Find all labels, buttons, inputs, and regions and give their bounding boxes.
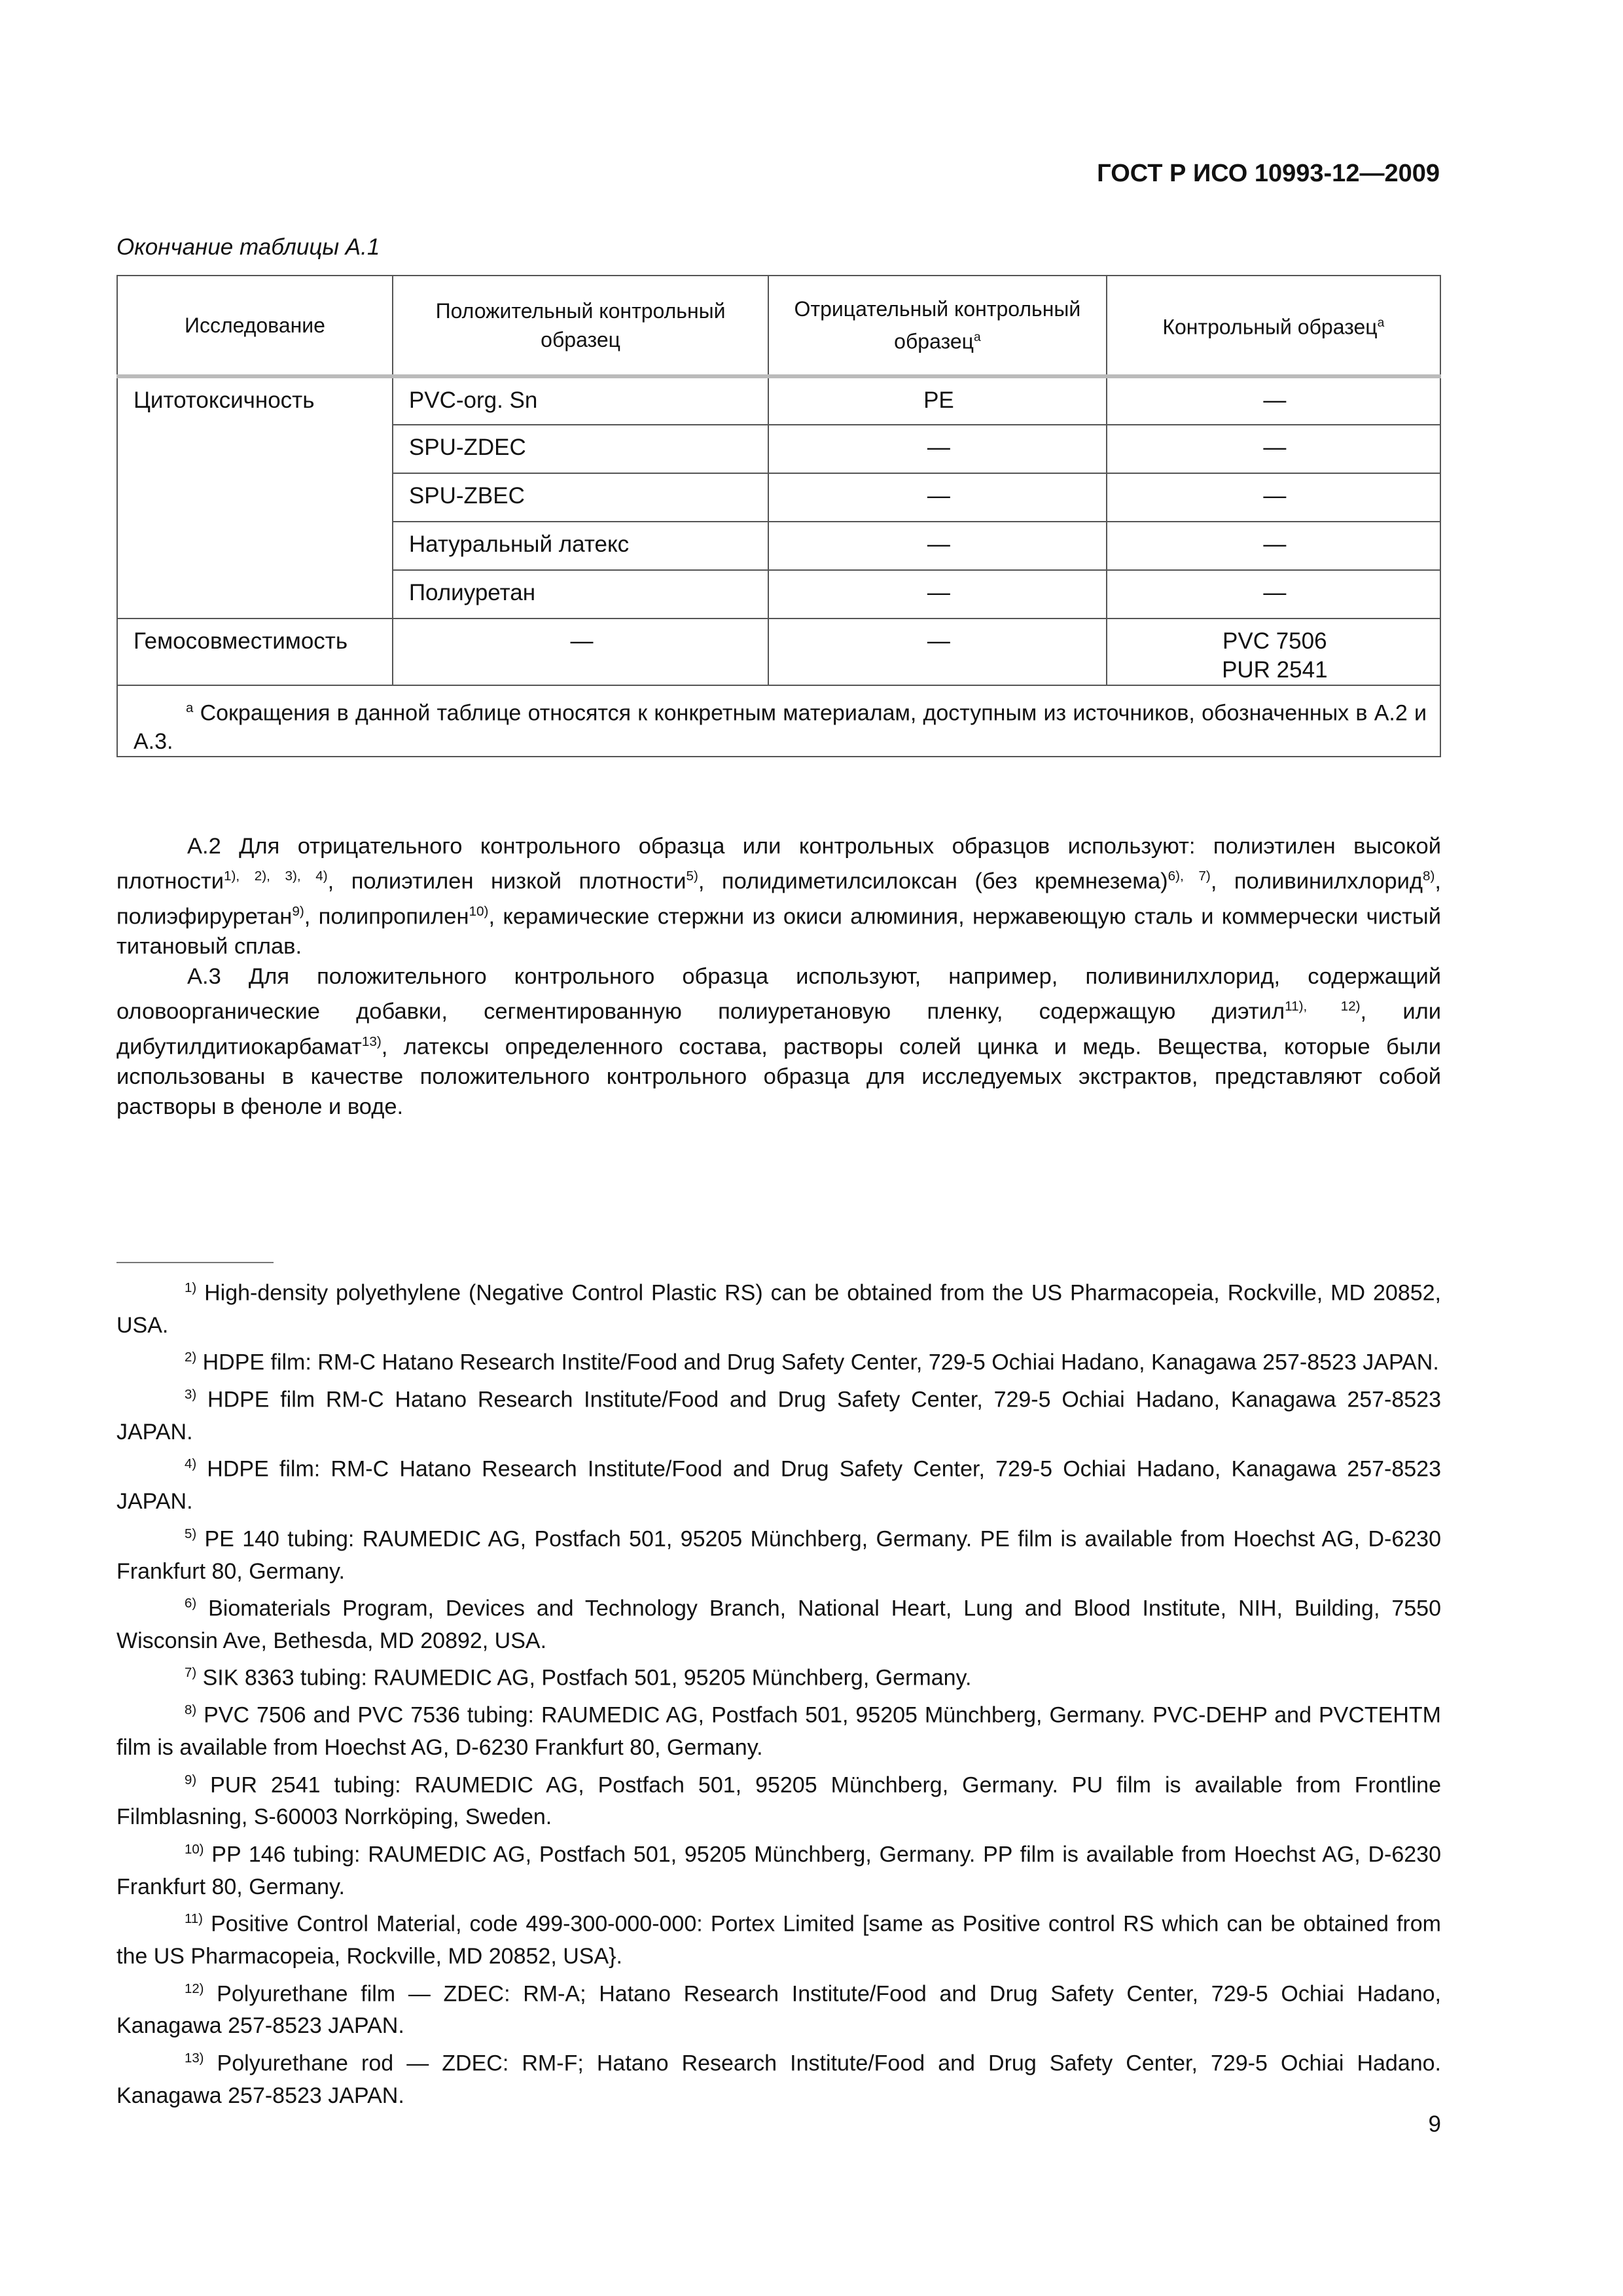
paragraph-a3 <box>116 961 1441 1122</box>
footnote <box>116 1695 1441 1764</box>
footnote-mark: а <box>186 701 194 715</box>
footnote-mark: 11) <box>185 1912 203 1927</box>
table-cell <box>1107 619 1440 685</box>
column-header: Положительный контрольный образец <box>393 276 768 376</box>
cell-line: PUR 2541 <box>1222 657 1328 683</box>
paragraph-text: , поливинилхлорид <box>1210 869 1423 894</box>
footnote-text: SIK 8363 tubing: RAUMEDIC AG, Postfach 501, 95205 Münchberg, Germany. <box>196 1665 972 1691</box>
footnote <box>116 1973 1441 2043</box>
table-cell: — <box>1107 522 1440 570</box>
footnote-text: PP 146 tubing: RAUMEDIC AG, Postfach 501, 95205 Münchberg, Germany. PP film is available from Hoechst AG, D-6230 Frankfurt 80, Germany. <box>116 1842 1441 1899</box>
footnote <box>116 1448 1441 1518</box>
footnote-text: High-density polyethylene (Negative Control Plastic RS) can be obtained from the US Pharmacopeia, Rockville, MD 20852, USA. <box>116 1280 1441 1338</box>
footnote <box>116 1765 1441 1834</box>
footnote <box>116 1518 1441 1588</box>
footnote-text: PE 140 tubing: RAUMEDIC AG, Postfach 501, 95205 Münchberg, Germany. PE film is available from Hoechst AG, D-6230 Frankfurt 80, Germany. <box>116 1526 1441 1584</box>
table-cell: — <box>768 619 1106 685</box>
footnote-text: PVC 7506 and PVC 7536 tubing: RAUMEDIC AG, Postfach 501, 95205 Münchberg, Germany. PVC-DEHP and PVCTEHTM film is available from Hoechst AG, D-6230 Frankfurt 80, Germany. <box>116 1702 1441 1761</box>
table-cell: — <box>768 570 1106 619</box>
footnote-mark: 6) <box>185 1596 197 1611</box>
table-cell: SPU-ZBEC <box>393 473 768 522</box>
footnote-mark: 12) <box>185 1981 204 1996</box>
column-header: Отрицательный контрольный образец$^а$ <box>768 276 1106 376</box>
column-header: Исследование <box>117 276 393 376</box>
footnote-ref: 9) <box>292 903 304 919</box>
table-header-row <box>117 276 1440 376</box>
controls-table <box>116 275 1441 757</box>
footnote-mark: 8) <box>185 1703 197 1718</box>
footnote-separator <box>116 1262 274 1263</box>
table-cell: — <box>1107 570 1440 619</box>
footnote-text: Polyurethane rod — ZDEC: RM-F; Hatano Research Institute/Food and Drug Safety Center, 729-5 Ochiai Hadano. Kanagawa 257-8523 JAPAN. <box>116 2051 1441 2108</box>
paragraph-text: , полидиметилсилоксан (без кремнезема) <box>698 869 1168 894</box>
footnote-text: HDPE film: RM-C Hatano Research Institute/Food and Drug Safety Center, 729-5 Ochiai Hadano, Kanagawa 257-8523 JAPAN. <box>116 1456 1441 1515</box>
table-cell: Полиуретан <box>393 570 768 619</box>
footnote <box>116 1379 1441 1448</box>
table-footnote <box>117 685 1440 757</box>
footnote-mark: 4) <box>185 1457 197 1472</box>
footnote-mark: 5) <box>185 1526 197 1541</box>
table-cell: — <box>768 522 1106 570</box>
paragraph-text: А.2 Для отрицательного контрольного образца или контрольных образцов используют: полиэтилен высокой плотности <box>116 834 1441 894</box>
paragraph-text: , керамические стержни из окиси алюминия, нержавеющую сталь и коммерчески чистый титановый сплав. <box>116 904 1441 959</box>
footnote-mark: 7) <box>185 1666 197 1681</box>
table-row <box>117 619 1440 685</box>
footnote-mark: а <box>1377 316 1385 331</box>
footnote-ref: 5) <box>686 869 698 884</box>
footnote-text: HDPE film RM-C Hatano Research Institute/Food and Drug Safety Center, 729-5 Ochiai Hadano, Kanagawa 257-8523 JAPAN. <box>116 1387 1441 1444</box>
table-cell: PVC-org. Sn <box>393 376 768 425</box>
footnote-mark: 13) <box>185 2051 204 2066</box>
table-cell: — <box>1107 376 1440 425</box>
footnote-text: Polyurethane film — ZDEC: RM-A; Hatano Research Institute/Food and Drug Safety Center, 729-5 Ochiai Hadano, Kanagawa 257-8523 JAPAN. <box>116 1981 1441 2039</box>
footnote-ref: 13) <box>361 1033 382 1049</box>
paragraph-text: , полиэтилен низкой плотности <box>327 869 687 894</box>
table-cell: — <box>1107 425 1440 473</box>
footnote-mark: 9) <box>185 1772 197 1787</box>
footnote-text: Biomaterials Program, Devices and Technology Branch, National Heart, Lung and Blood Institute, NIH, Building, 7550 Wisconsin Ave, Bethesda, MD 20892, USA. <box>116 1596 1441 1653</box>
footnote <box>116 1903 1441 1973</box>
paragraph-text: , полиэфируретан <box>116 869 1441 929</box>
footnote-text: Positive Control Material, code 499-300-000-000: Portex Limited [same as Positive control RS which can be obtained from the US Pharmacopeia, Rockville, MD 20852, USA}. <box>116 1911 1441 1969</box>
table-cell: — <box>768 425 1106 473</box>
footnote <box>116 1588 1441 1657</box>
table-footnote-text: Сокращения в данной таблице относятся к конкретным материалам, доступным из источников, обозначенных в А.2 и А.3. <box>134 700 1427 755</box>
paragraph-text: А.3 Для положительного контрольного образца используют, например, поливинилхлорид, содержащий оловоорганические добавки, сегментированную полиуретановую пленку, содержащую диэтил <box>116 964 1441 1024</box>
footnote-ref: 6), 7) <box>1168 869 1211 884</box>
table-cell: — <box>768 473 1106 522</box>
footnote-mark: 10) <box>185 1842 204 1857</box>
table-caption: Окончание таблицы А.1 <box>116 234 380 260</box>
paragraph-text: , латексы определенного состава, растворы солей цинка и медь. Вещества, которые были использованы в качестве положительного контрольного образца для исследуемых экстрактов, представляют собой растворы в феноле и воде. <box>116 1034 1441 1119</box>
footnote-text: PUR 2541 tubing: RAUMEDIC AG, Postfach 501, 95205 Münchberg, Germany. PU film is available from Frontline Filmblasning, S-60003 Norrköping, Sweden. <box>116 1772 1441 1830</box>
cell-line: PVC 7506 <box>1222 628 1327 654</box>
paragraph-text: , полипропилен <box>304 904 469 929</box>
footnote-ref: 10) <box>469 903 489 919</box>
body-text <box>116 831 1441 1122</box>
table-cell: SPU-ZDEC <box>393 425 768 473</box>
table-cell: PE <box>768 376 1106 425</box>
paragraph-a2 <box>116 831 1441 961</box>
footnote <box>116 1342 1441 1379</box>
footnote <box>116 1272 1441 1342</box>
footnotes <box>116 1272 1441 2112</box>
footnote-ref: 1), 2), 3), 4) <box>224 869 328 884</box>
footnote-mark: а <box>973 331 981 345</box>
table-cell: Натуральный латекс <box>393 522 768 570</box>
page-number: 9 <box>1428 2111 1441 2137</box>
table-cell: Цитотоксичность <box>117 376 393 619</box>
footnote <box>116 2043 1441 2112</box>
table-footnote-row <box>117 685 1440 757</box>
footnote-ref: 11), 12) <box>1285 999 1361 1014</box>
footnote-mark: 2) <box>185 1350 197 1365</box>
column-header: Контрольный образец$^а$ <box>1107 276 1440 376</box>
footnote <box>116 1834 1441 1903</box>
footnote-text: HDPE film: RM-C Hatano Research Instite/Food and Drug Safety Center, 729-5 Ochiai Hadano, Kanagawa 257-8523 JAPAN. <box>196 1350 1439 1375</box>
footnote-mark: 3) <box>185 1388 197 1403</box>
footnote-mark: 1) <box>185 1281 197 1295</box>
table-cell: — <box>1107 473 1440 522</box>
footnote <box>116 1657 1441 1695</box>
table-cell: — <box>393 619 768 685</box>
table-cell: Гемосовместимость <box>117 619 393 685</box>
paragraph-text: , или дибутилдитиокарбамат <box>116 999 1441 1059</box>
table-row <box>117 376 1440 425</box>
footnote-ref: 8) <box>1422 869 1435 884</box>
document-header: ГОСТ Р ИСО 10993-12—2009 <box>1097 160 1440 187</box>
